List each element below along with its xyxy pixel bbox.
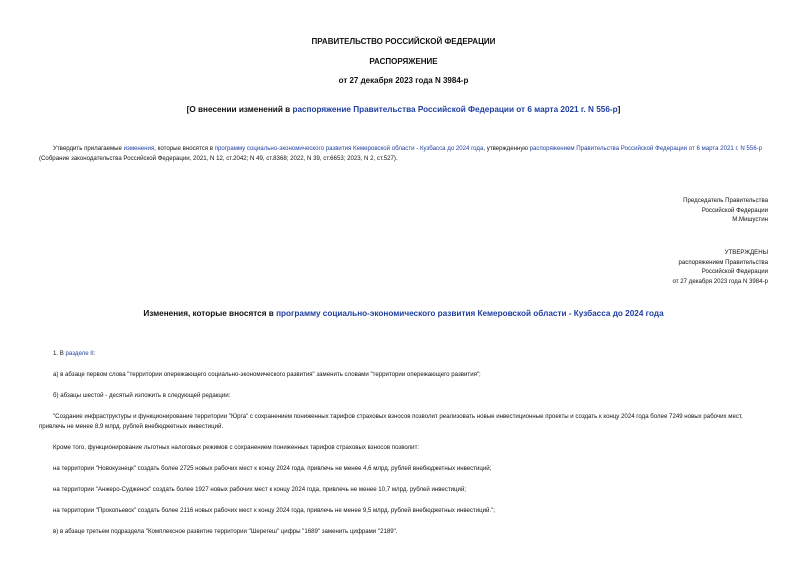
approval-line: УТВЕРЖДЕНЫ	[724, 249, 768, 256]
title-close: ]	[617, 105, 621, 114]
changes-title-link[interactable]: программу социально-экономического развития Кемеровской области - Кузбасса до 2024 года	[276, 309, 664, 318]
approval-block	[673, 248, 768, 286]
intro-text: , утвержденную	[483, 145, 530, 152]
changes-title	[0, 309, 807, 318]
quote-paragraph-2: Кроме того, функционирование льготных налоговых режимов с сохранением пониженных тарифов страховых взносов позволит:	[53, 444, 420, 451]
quote-paragraph-3: на территории "Новокузнецк" создать более 2725 новых рабочих мест к концу 2024 года, привлечь не менее 4,6 млрд. рублей внебюджетных инвестиций;	[53, 465, 492, 472]
document-title	[0, 105, 807, 114]
title-link[interactable]: распоряжение Правительства Российской Федерации от 6 марта 2021 г. N 556-р	[292, 105, 618, 114]
document-date-number: от 27 декабря 2023 года N 3984-р	[338, 76, 469, 85]
section-link[interactable]: разделе II	[65, 350, 94, 357]
intro-paragraph	[39, 144, 769, 163]
signature-line: Председатель Правительства	[683, 197, 768, 204]
item-b: б) абзацы шестой - десятый изложить в следующей редакции:	[53, 392, 231, 399]
signature-block	[683, 196, 768, 225]
item-1-end: :	[93, 350, 96, 357]
government-heading: ПРАВИТЕЛЬСТВО РОССИЙСКОЙ ФЕДЕРАЦИИ	[311, 37, 496, 46]
approval-line: от 27 декабря 2023 года N 3984-р	[672, 277, 768, 285]
signature-line: М.Мишустин	[732, 216, 768, 223]
item-c: в) в абзаце третьем подраздела "Комплексное развитие территории "Шерегеш" цифры "1689" заменить цифрами "2189".	[53, 528, 398, 535]
approval-line: распоряжением Правительства	[678, 258, 768, 266]
program-link[interactable]: программу социально-экономического развития Кемеровской области - Кузбасса до 2024 года	[214, 145, 484, 152]
quote-paragraph-4: на территории "Анжеро-Судженск" создать более 1927 новых рабочих мест к концу 2024 года, привлечь не менее 10,7 млрд. рублей инвестиций;	[53, 486, 467, 493]
intro-text: (Собрание законодательства Российской Федерации, 2021, N 12, ст.2042; N 49, ст.8368; 2022, N 39, ст.6653; 2023, N 2, ст.527).	[39, 154, 398, 162]
quote-paragraph-5: на территории "Прокопьевск" создать более 2116 новых рабочих мест к концу 2024 года, привлечь не менее 9,5 млрд. рублей внебюджетных инвестиций.";	[53, 507, 495, 514]
approval-line: Российской Федерации	[701, 268, 768, 275]
intro-text: Утвердить прилагаемые	[53, 145, 124, 152]
changes-title-text: Изменения, которые вносятся в	[143, 309, 277, 318]
quote-paragraph-1: "Создание инфраструктуры и функционирование территории "Юрга" с сохранением пониженных тарифов страховых взносов позволит реализовать новые инвестиционные проекты и создать к концу 2024 года более 7249 новых рабочих мест, привлечь не менее 8,9 млрд. рублей внебюджетных инвестиций.	[39, 413, 743, 430]
changes-link[interactable]: изменения	[123, 145, 155, 152]
intro-text: , которые вносятся в	[154, 145, 215, 152]
order-link[interactable]: распоряжением Правительства Российской Федерации от 6 марта 2021 г. N 556-р	[529, 145, 763, 152]
item-a: а) в абзаце первом слова "территории опережающего социально-экономического развития" заменить словами "территории опережающего развития";	[53, 371, 481, 378]
item-1	[53, 349, 95, 359]
document-type: РАСПОРЯЖЕНИЕ	[369, 57, 438, 66]
signature-line: Российской Федерации	[701, 206, 768, 214]
title-open: [О внесении изменений в	[186, 105, 293, 114]
item-1-text: 1. В	[53, 350, 66, 357]
